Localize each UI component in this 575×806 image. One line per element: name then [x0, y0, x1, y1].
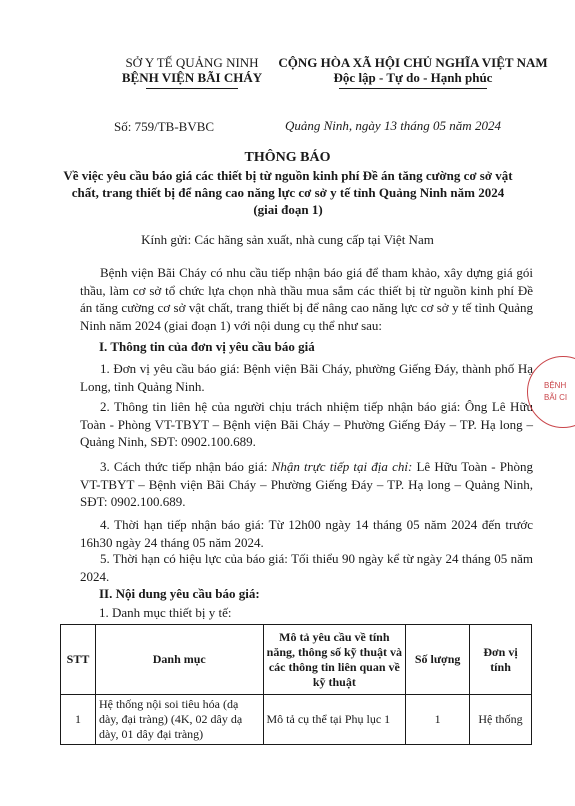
header-description: Mô tả yêu cầu về tính năng, thông số kỹ thuật và các thông tin liên quan về kỹ thuật	[263, 625, 406, 695]
doc-subtitle: Về việc yêu cầu báo giá các thiết bị từ nguồn kinh phí Đề án tăng cường cơ sở vật chất, trang thiết bị để nâng cao năng lực cơ sở y tế tỉnh Quảng Ninh năm 2024 (giai đoạn 1)	[63, 168, 513, 217]
stamp-text-1: BỆNH	[544, 381, 567, 390]
cell-quantity: 1	[406, 695, 470, 745]
header-quantity: Số lượng	[406, 625, 470, 695]
cell-unit: Hệ thống	[470, 695, 532, 745]
item-3-rest: Lê Hữu Toàn - Phòng VT-TBYT – Bệnh viện Bãi Cháy – Phường Giếng Đáy – TP. Hạ long – Quảng Ninh, SĐT: 0902.100.689.	[80, 459, 533, 509]
national-motto: Độc lập - Tự do - Hạnh phúc	[333, 70, 493, 85]
item-2: 2. Thông tin liên hệ của người chịu trách nhiệm tiếp nhận báo giá: Ông Lê Hữu Toàn - Phòng VT-TBYT – Bệnh viện Bãi Cháy – Phường Giếng Đáy – TP. Hạ long – Quảng Ninh, SĐT: 0902.100.689.	[80, 399, 533, 449]
section-1-heading: I. Thông tin của đơn vị yêu cầu báo giá	[99, 339, 315, 354]
doc-date: Quảng Ninh, ngày 13 tháng 05 năm 2024	[285, 118, 501, 133]
list-intro: 1. Danh mục thiết bị y tế:	[99, 605, 232, 620]
org-underline	[146, 88, 238, 89]
motto-underline	[339, 88, 487, 89]
org-parent: SỞ Y TẾ QUẢNG NINH	[125, 55, 259, 70]
cell-description: Mô tả cụ thể tại Phụ lục 1	[263, 695, 406, 745]
recipient-line: Kính gửi: Các hãng sản xuất, nhà cung cấp tại Việt Nam	[141, 232, 434, 247]
org-name: BỆNH VIỆN BÃI CHÁY	[121, 70, 263, 85]
stamp-text-2: BÃI CI	[544, 393, 568, 402]
intro-paragraph: Bệnh viện Bãi Cháy có nhu cầu tiếp nhận báo giá để tham khảo, xây dựng giá gói thầu, làm cơ sở tổ chức lựa chọn nhà thầu mua sắm các thiết bị từ nguồn kinh phí Đề án tăng cường cơ sở vật chất, trang thiết bị để nâng cao năng lực cơ sở y tế tỉnh Quảng Ninh năm 2024 (giai đoạn 1) với nội dung cụ thể như sau:	[80, 265, 533, 333]
item-5: 5. Thời hạn có hiệu lực của báo giá: Tối thiểu 90 ngày kể từ ngày 24 tháng 05 năm 2024.	[80, 551, 533, 584]
header-unit: Đơn vị tính	[470, 625, 532, 695]
section-2-heading: II. Nội dung yêu cầu báo giá:	[99, 586, 260, 601]
table-row	[61, 695, 532, 745]
doc-number: Số: 759/TB-BVBC	[114, 119, 215, 134]
item-3	[80, 458, 533, 511]
cell-category: Hệ thống nội soi tiêu hóa (dạ dày, đại tràng) (4K, 02 dây dạ dày, 01 dây đại tràng)	[95, 695, 263, 745]
item-1: 1. Đơn vị yêu cầu báo giá: Bệnh viện Bãi Cháy, phường Giếng Đáy, thành phố Hạ Long, tỉnh Quảng Ninh.	[80, 361, 533, 394]
table-header-row	[61, 625, 532, 695]
item-3-italic: Nhận trực tiếp tại địa chỉ:	[271, 459, 413, 474]
header-stt: STT	[61, 625, 96, 695]
header-category: Danh mục	[95, 625, 263, 695]
national-title: CỘNG HÒA XÃ HỘI CHỦ NGHĨA VIỆT NAM	[278, 55, 548, 70]
item-3-prefix: 3. Cách thức tiếp nhận báo giá:	[100, 459, 272, 474]
equipment-table	[60, 624, 532, 745]
item-4: 4. Thời hạn tiếp nhận báo giá: Từ 12h00 ngày 14 tháng 05 năm 2024 đến trước 16h30 ngày 24 tháng 05 năm 2024.	[80, 517, 533, 550]
cell-stt: 1	[61, 695, 96, 745]
seal-stamp	[527, 356, 575, 428]
doc-title: THÔNG BÁO	[244, 150, 331, 165]
